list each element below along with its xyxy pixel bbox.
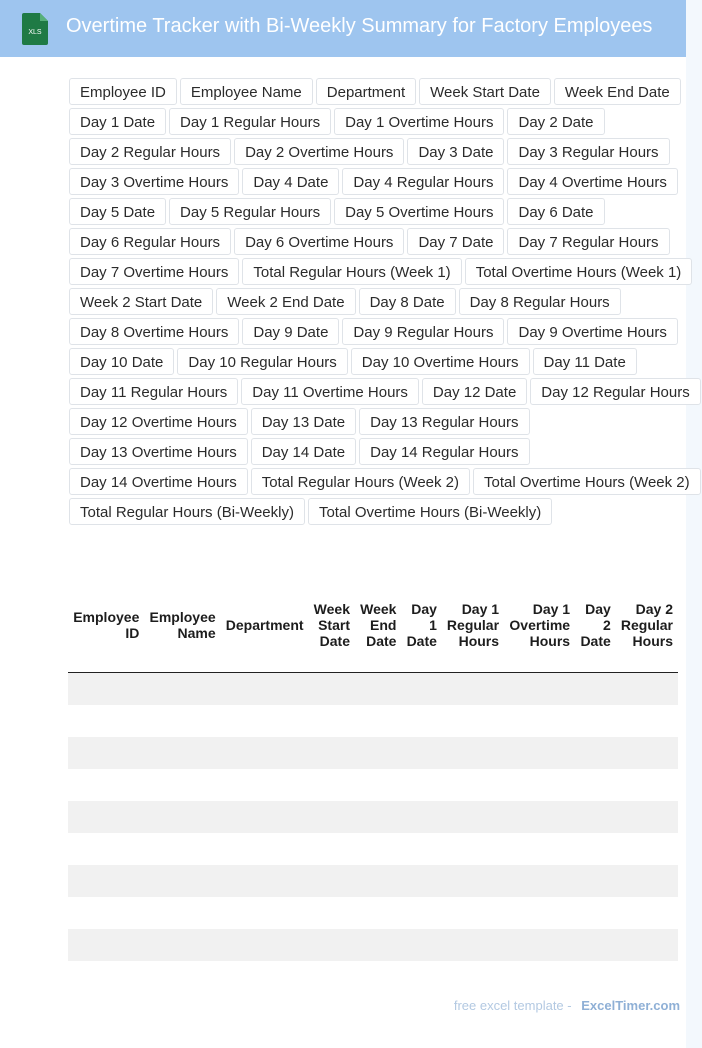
- table-cell[interactable]: [355, 833, 401, 865]
- table-cell[interactable]: [309, 897, 355, 929]
- column-header[interactable]: Day 1 Date: [401, 578, 441, 673]
- field-chip[interactable]: Day 13 Regular Hours: [359, 408, 529, 435]
- field-chip[interactable]: Total Regular Hours (Week 1): [242, 258, 461, 285]
- title-bar: [0, 0, 686, 57]
- field-chip[interactable]: Day 10 Overtime Hours: [351, 348, 530, 375]
- field-list: [69, 78, 701, 525]
- table-cell[interactable]: [401, 769, 441, 801]
- table-cell[interactable]: [68, 705, 144, 737]
- field-chip[interactable]: Day 11 Date: [533, 348, 637, 375]
- table-cell[interactable]: [309, 833, 355, 865]
- table-cell[interactable]: [144, 929, 220, 961]
- table-cell[interactable]: [221, 897, 309, 929]
- field-chip[interactable]: Employee ID: [69, 78, 177, 105]
- table-row[interactable]: [68, 833, 678, 865]
- footer-text: free excel template -: [453, 998, 572, 1013]
- table-cell[interactable]: [221, 801, 309, 833]
- table-cell[interactable]: [309, 705, 355, 737]
- field-chip[interactable]: Day 1 Regular Hours: [169, 108, 331, 135]
- table-cell[interactable]: [442, 833, 504, 865]
- table-cell[interactable]: [355, 801, 401, 833]
- field-chip[interactable]: Week End Date: [554, 78, 681, 105]
- table-cell[interactable]: [504, 769, 575, 801]
- table-cell[interactable]: [68, 737, 144, 769]
- table-cell[interactable]: [575, 833, 616, 865]
- table-cell[interactable]: [442, 769, 504, 801]
- table-cell[interactable]: [616, 961, 678, 973]
- table-cell[interactable]: [355, 897, 401, 929]
- field-chip[interactable]: Total Regular Hours (Week 2): [251, 468, 470, 495]
- table-cell[interactable]: [309, 801, 355, 833]
- column-header[interactable]: Day 1 Regular Hours: [442, 578, 504, 673]
- field-chip[interactable]: Day 7 Regular Hours: [507, 228, 669, 255]
- field-chip[interactable]: Day 4 Overtime Hours: [507, 168, 677, 195]
- table-cell[interactable]: [504, 961, 575, 973]
- field-chip[interactable]: Day 11 Overtime Hours: [241, 378, 419, 405]
- table-cell[interactable]: [442, 801, 504, 833]
- table-row[interactable]: [68, 929, 678, 961]
- table-cell[interactable]: [144, 705, 220, 737]
- data-table: [68, 578, 678, 973]
- column-header[interactable]: Employee ID: [68, 578, 144, 673]
- column-header[interactable]: Week End Date: [355, 578, 401, 673]
- field-chip[interactable]: Week 2 End Date: [216, 288, 355, 315]
- table-cell[interactable]: [144, 673, 220, 706]
- table-cell[interactable]: [575, 961, 616, 973]
- table-cell[interactable]: [616, 737, 678, 769]
- field-chip[interactable]: Day 2 Overtime Hours: [234, 138, 404, 165]
- table-cell[interactable]: [401, 929, 441, 961]
- table-cell[interactable]: [401, 833, 441, 865]
- table-cell[interactable]: [504, 865, 575, 897]
- table-cell[interactable]: [68, 897, 144, 929]
- table-cell[interactable]: [616, 865, 678, 897]
- column-header[interactable]: Day 2 Regular Hours: [616, 578, 678, 673]
- table-cell[interactable]: [401, 673, 441, 706]
- field-chip[interactable]: Department: [316, 78, 416, 105]
- xls-file-icon: [22, 13, 48, 45]
- table-cell[interactable]: [442, 897, 504, 929]
- table-cell[interactable]: [68, 961, 144, 973]
- data-table-container[interactable]: [68, 578, 678, 973]
- column-header[interactable]: Department: [221, 578, 309, 673]
- table-cell[interactable]: [221, 865, 309, 897]
- field-chip[interactable]: Total Regular Hours (Bi-Weekly): [69, 498, 305, 525]
- field-chip[interactable]: Day 4 Date: [242, 168, 339, 195]
- table-cell[interactable]: [144, 961, 220, 973]
- table-cell[interactable]: [616, 673, 678, 706]
- field-chip[interactable]: Day 3 Date: [407, 138, 504, 165]
- table-cell[interactable]: [355, 961, 401, 973]
- table-cell[interactable]: [309, 929, 355, 961]
- field-chip[interactable]: Day 12 Overtime Hours: [69, 408, 248, 435]
- table-cell[interactable]: [144, 833, 220, 865]
- table-cell[interactable]: [575, 897, 616, 929]
- field-chip[interactable]: Total Overtime Hours (Bi-Weekly): [308, 498, 552, 525]
- field-chip[interactable]: Day 7 Overtime Hours: [69, 258, 239, 285]
- field-chip[interactable]: Day 2 Regular Hours: [69, 138, 231, 165]
- table-cell[interactable]: [442, 961, 504, 973]
- table-cell[interactable]: [442, 673, 504, 706]
- field-chip[interactable]: Day 3 Regular Hours: [507, 138, 669, 165]
- field-chip[interactable]: Day 11 Regular Hours: [69, 378, 238, 405]
- table-cell[interactable]: [575, 865, 616, 897]
- field-chip[interactable]: Day 10 Regular Hours: [177, 348, 347, 375]
- table-header-row: [68, 578, 678, 673]
- table-cell[interactable]: [575, 673, 616, 706]
- table-cell[interactable]: [401, 897, 441, 929]
- table-cell[interactable]: [575, 769, 616, 801]
- table-cell[interactable]: [401, 801, 441, 833]
- table-cell[interactable]: [144, 865, 220, 897]
- field-chip[interactable]: Day 8 Date: [359, 288, 456, 315]
- field-chip[interactable]: Day 14 Regular Hours: [359, 438, 529, 465]
- table-cell[interactable]: [309, 737, 355, 769]
- table-cell[interactable]: [355, 705, 401, 737]
- table-cell[interactable]: [401, 705, 441, 737]
- table-cell[interactable]: [355, 865, 401, 897]
- table-cell[interactable]: [504, 737, 575, 769]
- field-chip[interactable]: Day 10 Date: [69, 348, 174, 375]
- table-row[interactable]: [68, 673, 678, 706]
- table-cell[interactable]: [575, 929, 616, 961]
- table-cell[interactable]: [221, 737, 309, 769]
- table-cell[interactable]: [355, 769, 401, 801]
- table-cell[interactable]: [355, 929, 401, 961]
- table-cell[interactable]: [221, 961, 309, 973]
- table-row[interactable]: [68, 865, 678, 897]
- table-cell[interactable]: [68, 801, 144, 833]
- table-row[interactable]: [68, 801, 678, 833]
- field-chip[interactable]: Day 5 Date: [69, 198, 166, 225]
- xls-icon-text: XLS: [28, 29, 42, 36]
- table-row[interactable]: [68, 897, 678, 929]
- table-cell[interactable]: [68, 865, 144, 897]
- table-cell[interactable]: [309, 673, 355, 706]
- field-chip[interactable]: Day 13 Date: [251, 408, 356, 435]
- footer: [0, 998, 686, 1013]
- field-chip[interactable]: Day 7 Date: [407, 228, 504, 255]
- table-cell[interactable]: [616, 833, 678, 865]
- table-cell[interactable]: [221, 929, 309, 961]
- field-chip[interactable]: Day 9 Regular Hours: [342, 318, 504, 345]
- field-chip[interactable]: Day 14 Overtime Hours: [69, 468, 248, 495]
- field-chip[interactable]: Day 2 Date: [507, 108, 604, 135]
- field-chip[interactable]: Day 13 Overtime Hours: [69, 438, 248, 465]
- field-chip[interactable]: Day 3 Overtime Hours: [69, 168, 239, 195]
- table-cell[interactable]: [144, 897, 220, 929]
- table-cell[interactable]: [616, 929, 678, 961]
- field-chip[interactable]: Day 9 Overtime Hours: [507, 318, 677, 345]
- table-cell[interactable]: [504, 801, 575, 833]
- field-chip[interactable]: Day 14 Date: [251, 438, 356, 465]
- field-chip[interactable]: Day 5 Regular Hours: [169, 198, 331, 225]
- table-cell[interactable]: [401, 865, 441, 897]
- table-cell[interactable]: [144, 737, 220, 769]
- field-chip[interactable]: Day 6 Date: [507, 198, 604, 225]
- table-cell[interactable]: [221, 833, 309, 865]
- table-cell[interactable]: [504, 705, 575, 737]
- table-cell[interactable]: [504, 833, 575, 865]
- column-header[interactable]: Employee Name: [144, 578, 220, 673]
- table-cell[interactable]: [68, 673, 144, 706]
- field-chip[interactable]: Day 1 Overtime Hours: [334, 108, 504, 135]
- field-chip[interactable]: Day 8 Regular Hours: [459, 288, 621, 315]
- table-cell[interactable]: [504, 897, 575, 929]
- table-cell[interactable]: [442, 929, 504, 961]
- column-header[interactable]: Day 2 Date: [575, 578, 616, 673]
- table-cell[interactable]: [616, 705, 678, 737]
- field-chip[interactable]: Day 4 Regular Hours: [342, 168, 504, 195]
- field-chip[interactable]: Week 2 Start Date: [69, 288, 213, 315]
- table-cell[interactable]: [442, 737, 504, 769]
- table-cell[interactable]: [504, 673, 575, 706]
- table-cell[interactable]: [616, 769, 678, 801]
- table-cell[interactable]: [442, 865, 504, 897]
- table-cell[interactable]: [144, 769, 220, 801]
- table-cell[interactable]: [616, 897, 678, 929]
- table-row[interactable]: [68, 705, 678, 737]
- table-cell[interactable]: [616, 801, 678, 833]
- table-row[interactable]: [68, 961, 678, 973]
- table-cell[interactable]: [221, 705, 309, 737]
- table-cell[interactable]: [309, 865, 355, 897]
- table-cell[interactable]: [575, 737, 616, 769]
- column-header[interactable]: Day 1 Overtime Hours: [504, 578, 575, 673]
- table-cell[interactable]: [144, 801, 220, 833]
- page-title: Overtime Tracker with Bi-Weekly Summary for Factory Employees: [66, 15, 653, 37]
- field-chip[interactable]: Day 1 Date: [69, 108, 166, 135]
- table-cell[interactable]: [355, 737, 401, 769]
- table-cell[interactable]: [68, 929, 144, 961]
- field-chip[interactable]: Day 12 Regular Hours: [530, 378, 700, 405]
- table-cell[interactable]: [575, 705, 616, 737]
- table-cell[interactable]: [504, 929, 575, 961]
- table-cell[interactable]: [442, 705, 504, 737]
- table-cell[interactable]: [309, 961, 355, 973]
- table-cell[interactable]: [221, 769, 309, 801]
- table-cell[interactable]: [68, 769, 144, 801]
- table-cell[interactable]: [221, 673, 309, 706]
- table-cell[interactable]: [401, 961, 441, 973]
- table-row[interactable]: [68, 769, 678, 801]
- table-row[interactable]: [68, 737, 678, 769]
- table-cell[interactable]: [309, 769, 355, 801]
- footer-brand-link[interactable]: ExcelTimer.com: [581, 998, 680, 1013]
- field-chip[interactable]: Total Overtime Hours (Week 2): [473, 468, 701, 495]
- field-chip[interactable]: Day 9 Date: [242, 318, 339, 345]
- table-cell[interactable]: [401, 737, 441, 769]
- field-chip[interactable]: Day 6 Regular Hours: [69, 228, 231, 255]
- field-chip[interactable]: Day 12 Date: [422, 378, 527, 405]
- field-chip[interactable]: Employee Name: [180, 78, 313, 105]
- field-chip[interactable]: Week Start Date: [419, 78, 551, 105]
- table-cell[interactable]: [575, 801, 616, 833]
- column-header[interactable]: Week Start Date: [309, 578, 355, 673]
- field-chip[interactable]: Total Overtime Hours (Week 1): [465, 258, 693, 285]
- field-chip[interactable]: Day 8 Overtime Hours: [69, 318, 239, 345]
- field-chip[interactable]: Day 6 Overtime Hours: [234, 228, 404, 255]
- table-cell[interactable]: [355, 673, 401, 706]
- field-chip[interactable]: Day 5 Overtime Hours: [334, 198, 504, 225]
- table-cell[interactable]: [68, 833, 144, 865]
